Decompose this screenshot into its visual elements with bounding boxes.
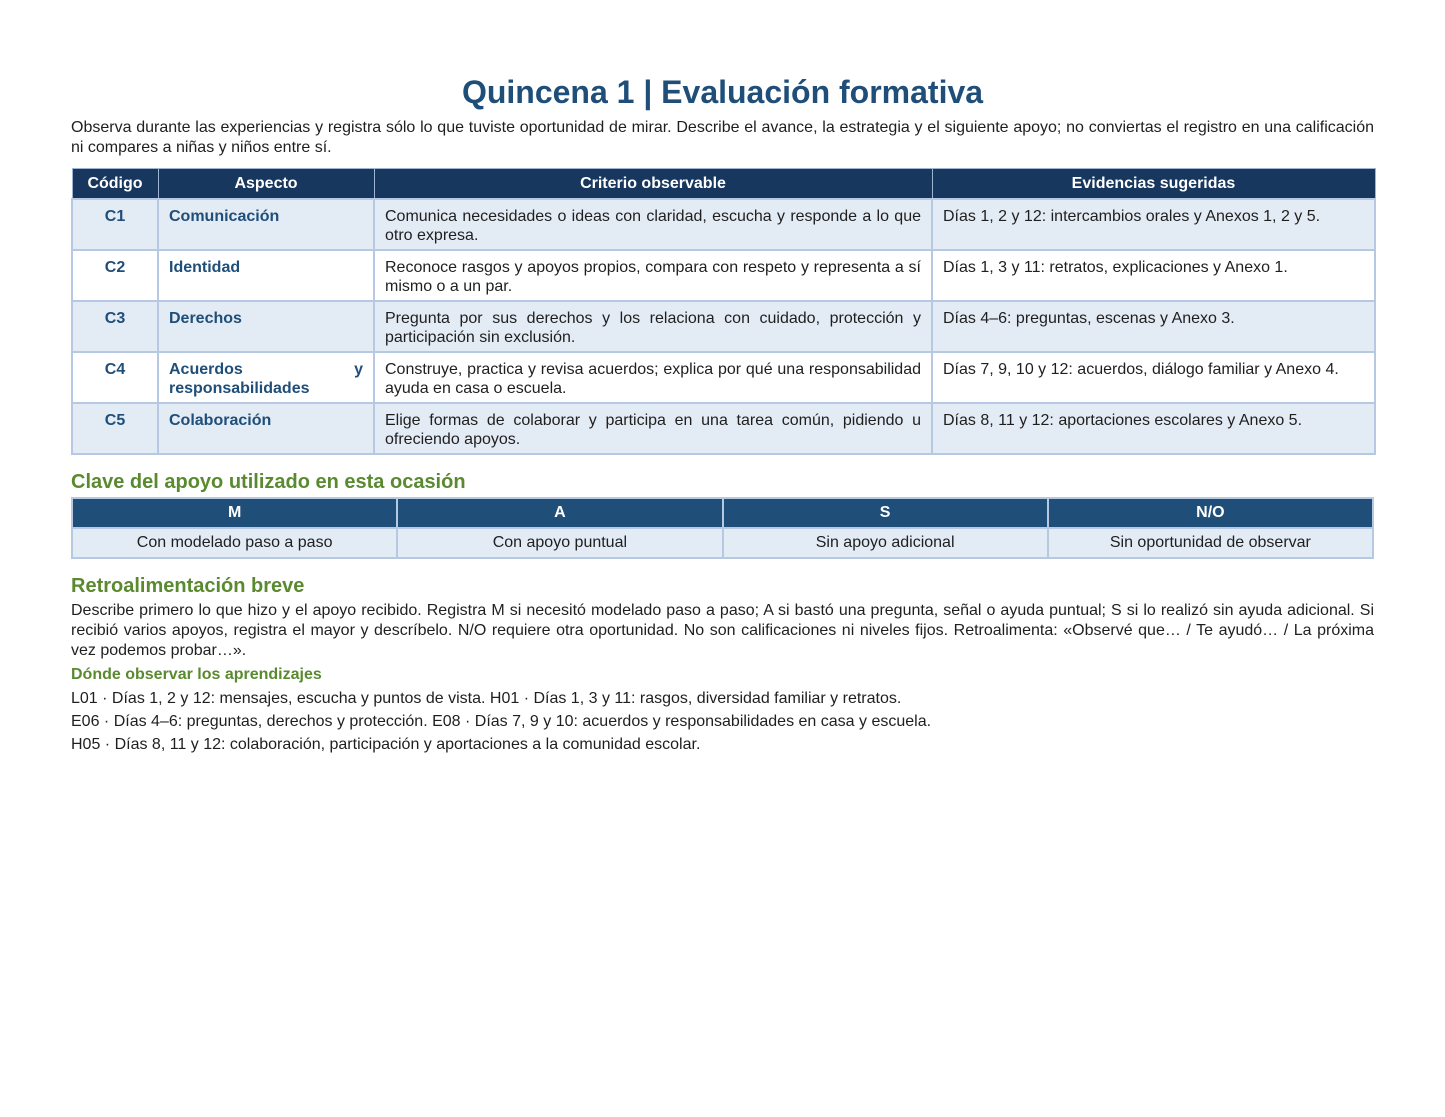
header-aspecto: Aspecto	[158, 169, 374, 200]
intro-paragraph: Observa durante las experiencias y registra sólo lo que tuviste oportunidad de mirar. Describe el avance, la estrategia y el siguiente apoyo; no conviertas el registro en una calificación ni compares a niñas y niños entre sí.	[71, 119, 1374, 156]
page-title: Quincena 1 | Evaluación formativa	[461, 74, 984, 110]
row-evidence: Días 4–6: preguntas, escenas y Anexo 3.	[932, 301, 1375, 352]
row-criterion: Elige formas de colaborar y participa en una tarea común, pidiendo u ofreciendo apoyos.	[374, 403, 932, 454]
table-row	[72, 301, 1375, 352]
row-evidence: Días 1, 2 y 12: intercambios orales y Anexos 1, 2 y 5.	[932, 199, 1375, 250]
row-code: C5	[72, 403, 158, 454]
header-evidencias: Evidencias sugeridas	[932, 169, 1375, 200]
key-desc-s: Sin apoyo adicional	[723, 528, 1048, 558]
row-evidence: Días 7, 9, 10 y 12: acuerdos, diálogo familiar y Anexo 4.	[932, 352, 1375, 403]
key-code-s: S	[723, 498, 1048, 528]
row-evidence: Días 8, 11 y 12: aportaciones escolares y Anexo 5.	[932, 403, 1375, 454]
key-code-m: M	[72, 498, 397, 528]
key-desc-m: Con modelado paso a paso	[72, 528, 397, 558]
where-line: H05 · Días 8, 11 y 12: colaboración, participación y aportaciones a la comunidad escolar.	[71, 736, 701, 753]
row-code: C3	[72, 301, 158, 352]
row-code: C4	[72, 352, 158, 403]
key-desc-a: Con apoyo puntual	[397, 528, 722, 558]
header-criterio: Criterio observable	[374, 169, 932, 200]
row-aspect: Derechos	[158, 301, 374, 352]
header-codigo: Código	[72, 169, 158, 200]
table-row	[72, 352, 1375, 403]
row-aspect: Identidad	[158, 250, 374, 301]
criteria-header-row	[72, 169, 1375, 200]
key-code-a: A	[397, 498, 722, 528]
support-key-heading: Clave del apoyo utilizado en esta ocasión	[71, 471, 466, 493]
support-key-table	[71, 497, 1374, 559]
where-heading: Dónde observar los aprendizajes	[71, 666, 322, 683]
support-key-descriptions	[72, 528, 1373, 558]
row-criterion: Construye, practica y revisa acuerdos; explica por qué una responsabilidad ayuda en casa o escuela.	[374, 352, 932, 403]
row-aspect: Acuerdos y responsabilidades	[158, 352, 374, 403]
key-desc-no: Sin oportunidad de observar	[1048, 528, 1373, 558]
support-key-codes	[72, 498, 1373, 528]
evaluation-page	[71, 70, 1374, 756]
where-line: L01 · Días 1, 2 y 12: mensajes, escucha y puntos de vista. H01 · Días 1, 3 y 11: rasgos, diversidad familiar y retratos.	[71, 690, 902, 707]
row-code: C1	[72, 199, 158, 250]
row-criterion: Pregunta por sus derechos y los relaciona con cuidado, protección y participación sin exclusión.	[374, 301, 932, 352]
row-criterion: Comunica necesidades o ideas con claridad, escucha y responde a lo que otro expresa.	[374, 199, 932, 250]
feedback-heading: Retroalimentación breve	[71, 575, 305, 597]
where-line: E06 · Días 4–6: preguntas, derechos y protección. E08 · Días 7, 9 y 10: acuerdos y responsabilidades en casa y escuela.	[71, 713, 932, 730]
key-code-no: N/O	[1048, 498, 1373, 528]
feedback-paragraph: Describe primero lo que hizo y el apoyo recibido. Registra M si necesitó modelado paso a paso; A si bastó una pregunta, señal o ayuda puntual; S si lo realizó sin ayuda adicional. Si recibió varios apoyos, registra el mayor y descríbelo. N/O requiere otra oportunidad. No son calificaciones ni niveles fijos. Retroalimenta: «Observé que… / Te ayudó… / La próxima vez podemos probar…».	[71, 602, 1374, 659]
row-aspect: Comunicación	[158, 199, 374, 250]
row-aspect: Colaboración	[158, 403, 374, 454]
where-list	[71, 687, 1374, 756]
row-criterion: Reconoce rasgos y apoyos propios, compara con respeto y representa a sí mismo o a un par.	[374, 250, 932, 301]
criteria-table	[71, 168, 1376, 455]
table-row	[72, 199, 1375, 250]
row-code: C2	[72, 250, 158, 301]
table-row	[72, 250, 1375, 301]
table-row	[72, 403, 1375, 454]
row-evidence: Días 1, 3 y 11: retratos, explicaciones y Anexo 1.	[932, 250, 1375, 301]
